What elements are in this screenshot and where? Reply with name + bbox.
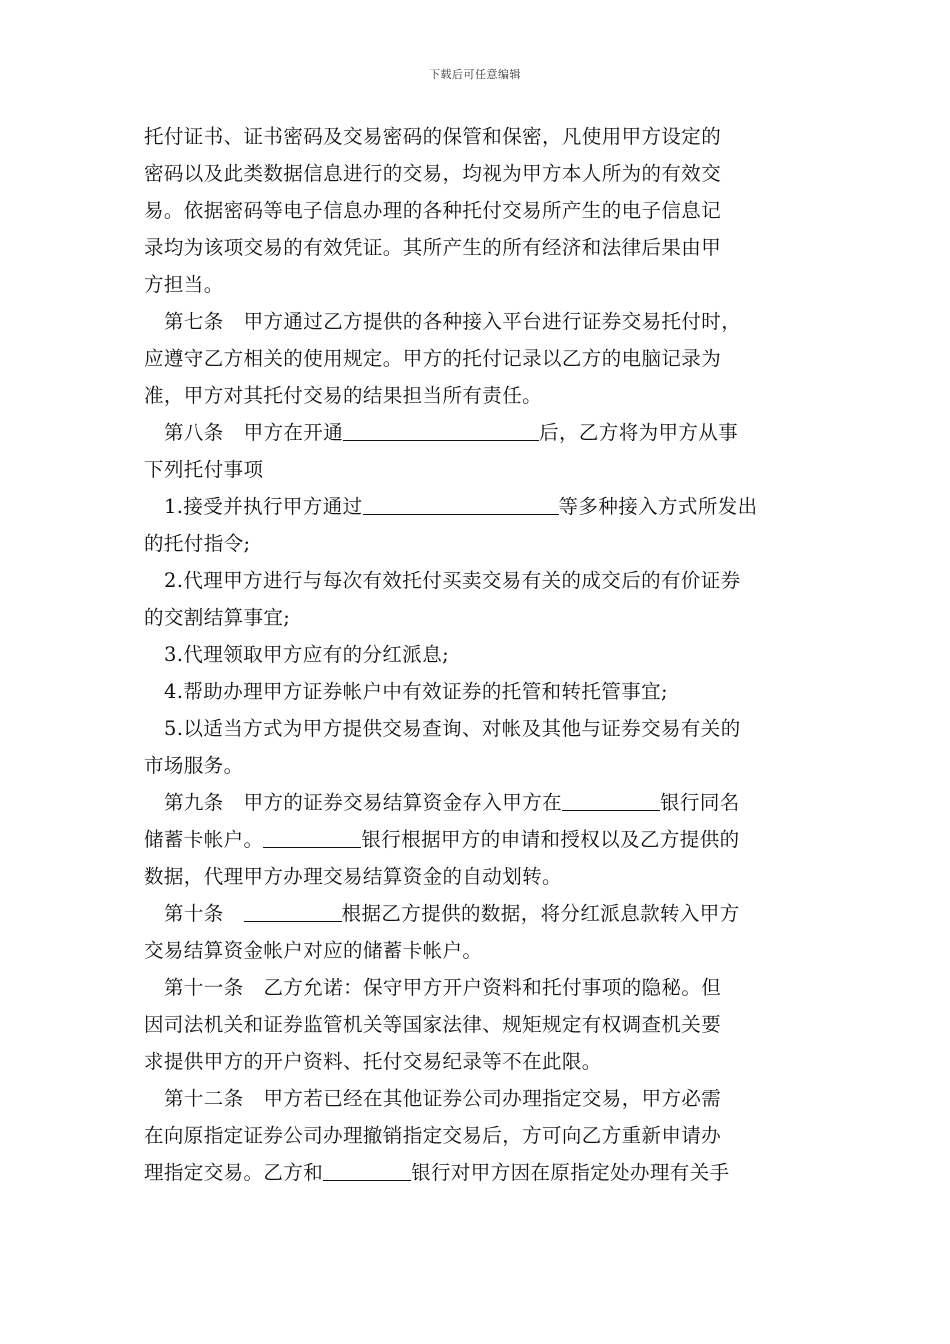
text-line: 的交割结算事宜; (144, 606, 291, 629)
article-12-line: 第十二条 甲方若已经在其他证券公司办理指定交易，甲方必需 (164, 1087, 722, 1110)
list-item-3: 3.代理领取甲方应有的分红派息; (164, 643, 450, 666)
text-line: 在向原指定证券公司办理撤销指定交易后，方可向乙方重新申请办 (144, 1124, 722, 1147)
fill-in-blank (263, 827, 361, 848)
page-header: 下载后可任意编辑 (429, 68, 521, 81)
text-segment: 等多种接入方式所发出 (558, 495, 758, 518)
text-segment: 储蓄卡帐户。 (144, 828, 264, 851)
fill-in-blank (323, 1160, 411, 1181)
fill-in-blank (562, 790, 660, 811)
text-line: 密码以及此类数据信息进行的交易，均视为甲方本人所为的有效交 (144, 162, 722, 185)
document-body (144, 118, 824, 1191)
text-line: 的托付指令; (144, 532, 251, 555)
text-line: 求提供甲方的开户资料、托付交易纪录等不在此限。 (144, 1050, 602, 1073)
article-10-line (144, 895, 824, 932)
text-segment: 1.接受并执行甲方通过 (164, 495, 363, 518)
text-line: 市场服务。 (144, 754, 244, 777)
text-line: 下列托付事项 (144, 458, 264, 481)
text-line: 准，甲方对其托付交易的结果担当所有责任。 (144, 384, 543, 407)
text-segment: 理指定交易。乙方和 (144, 1161, 324, 1184)
text-line (144, 821, 824, 858)
text-line: 因司法机关和证券监管机关等国家法律、规矩规定有权调查机关要 (144, 1013, 722, 1036)
text-line: 交易结算资金帐户对应的储蓄卡帐户。 (144, 939, 483, 962)
text-line (144, 1154, 824, 1191)
article-7-line: 第七条 甲方通过乙方提供的各种接入平台进行证券交易托付时， (164, 310, 742, 333)
text-segment: 第九条 甲方的证券交易结算资金存入甲方在 (164, 791, 563, 814)
list-item-5: 5.以适当方式为甲方提供交易查询、对帐及其他与证券交易有关的 (164, 717, 741, 740)
text-line: 录均为该项交易的有效凭证。其所产生的所有经济和法律后果由甲 (144, 236, 722, 259)
text-line: 方担当。 (144, 273, 224, 296)
list-item-1 (144, 488, 824, 525)
text-line: 数据，代理甲方办理交易结算资金的自动划转。 (144, 865, 562, 888)
text-segment: 银行根据甲方的申请和授权以及乙方提供的 (361, 828, 740, 851)
text-line: 托付证书、证书密码及交易密码的保管和保密，凡使用甲方设定的 (144, 125, 722, 148)
list-item-2: 2.代理甲方进行与每次有效托付买卖交易有关的成交后的有价证券 (164, 569, 741, 592)
text-segment: 银行同名 (660, 791, 740, 814)
text-line: 易。依据密码等电子信息办理的各种托付交易所产生的电子信息记 (144, 199, 722, 222)
text-segment: 第八条 甲方在开通 (164, 421, 344, 444)
text-segment: 后，乙方将为甲方从事 (539, 421, 739, 444)
article-8-line (144, 414, 824, 451)
text-line: 应遵守乙方相关的使用规定。甲方的托付记录以乙方的电脑记录为 (144, 347, 722, 370)
list-item-4: 4.帮助办理甲方证券帐户中有效证券的托管和转托管事宜; (164, 680, 668, 703)
article-11-line: 第十一条 乙方允诺：保守甲方开户资料和托付事项的隐秘。但 (164, 976, 722, 999)
fill-in-blank (244, 901, 342, 922)
text-segment: 根据乙方提供的数据，将分红派息款转入甲方 (341, 902, 740, 925)
article-9-line (144, 784, 824, 821)
text-segment: 第十条 (164, 902, 244, 925)
fill-in-blank (363, 494, 559, 515)
text-segment: 银行对甲方因在原指定处办理有关手 (411, 1161, 730, 1184)
fill-in-blank (343, 420, 539, 441)
